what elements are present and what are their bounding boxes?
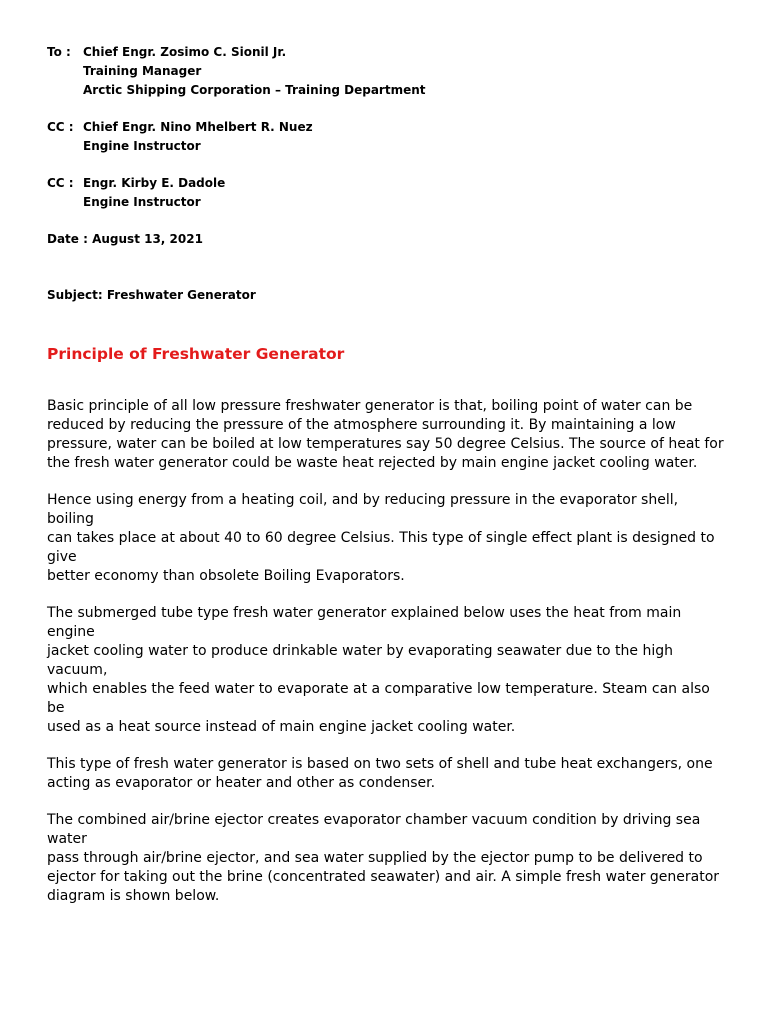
to-label: To : — [47, 45, 71, 59]
memo-cc-1 — [47, 118, 727, 156]
memo-subject: Subject: Freshwater Generator — [47, 288, 256, 302]
to-title: Training Manager — [83, 64, 202, 78]
cc-title: Engine Instructor — [83, 195, 201, 209]
cc-name: Chief Engr. Nino Mhelbert R. Nuez — [83, 120, 313, 134]
memo-cc-2 — [47, 174, 727, 212]
to-name: Chief Engr. Zosimo C. Sionil Jr. — [83, 45, 287, 59]
cc-title: Engine Instructor — [83, 139, 201, 153]
section-heading: Principle of Freshwater Generator — [47, 345, 345, 363]
memo-to — [47, 43, 727, 100]
paragraph: Basic principle of all low pressure freshwater generator is that, boiling point of water can be reduced by reducing the pressure of the atmosphere surrounding it. By maintaining a low pressure, water can be boiled at low temperatures say 50 degree Celsius. The source of heat for the fresh water generator could be waste heat rejected by main engine jacket cooling water. — [47, 398, 724, 471]
memo-header — [47, 43, 727, 305]
cc-label: CC : — [47, 120, 74, 134]
cc-name: Engr. Kirby E. Dadole — [83, 176, 226, 190]
paragraph: This type of fresh water generator is based on two sets of shell and tube heat exchangers, one acting as evaporator or heater and other as condenser. — [47, 756, 713, 791]
body-text — [47, 397, 727, 924]
cc-label: CC : — [47, 176, 74, 190]
memo-date: Date : August 13, 2021 — [47, 232, 203, 246]
paragraph: The submerged tube type fresh water generator explained below uses the heat from main engine jacket cooling water to produce drinkable water by evaporating seawater due to the high vacuum, which enables the feed water to evaporate at a comparative low temperature. Steam can also be used as a heat source instead of main engine jacket cooling water. — [47, 605, 710, 735]
paragraph: The combined air/brine ejector creates evaporator chamber vacuum condition by driving sea water pass through air/brine ejector, and sea water supplied by the ejector pump to be delivered to ejector for taking out the brine (concentrated seawater) and air. A simple fresh water generator diagram is shown below. — [47, 812, 720, 904]
paragraph: Hence using energy from a heating coil, and by reducing pressure in the evaporator shell, boiling can takes place at about 40 to 60 degree Celsius. This type of single effect plant is designed to give better economy than obsolete Boiling Evaporators. — [47, 492, 715, 584]
to-organization: Arctic Shipping Corporation – Training Department — [83, 83, 426, 97]
